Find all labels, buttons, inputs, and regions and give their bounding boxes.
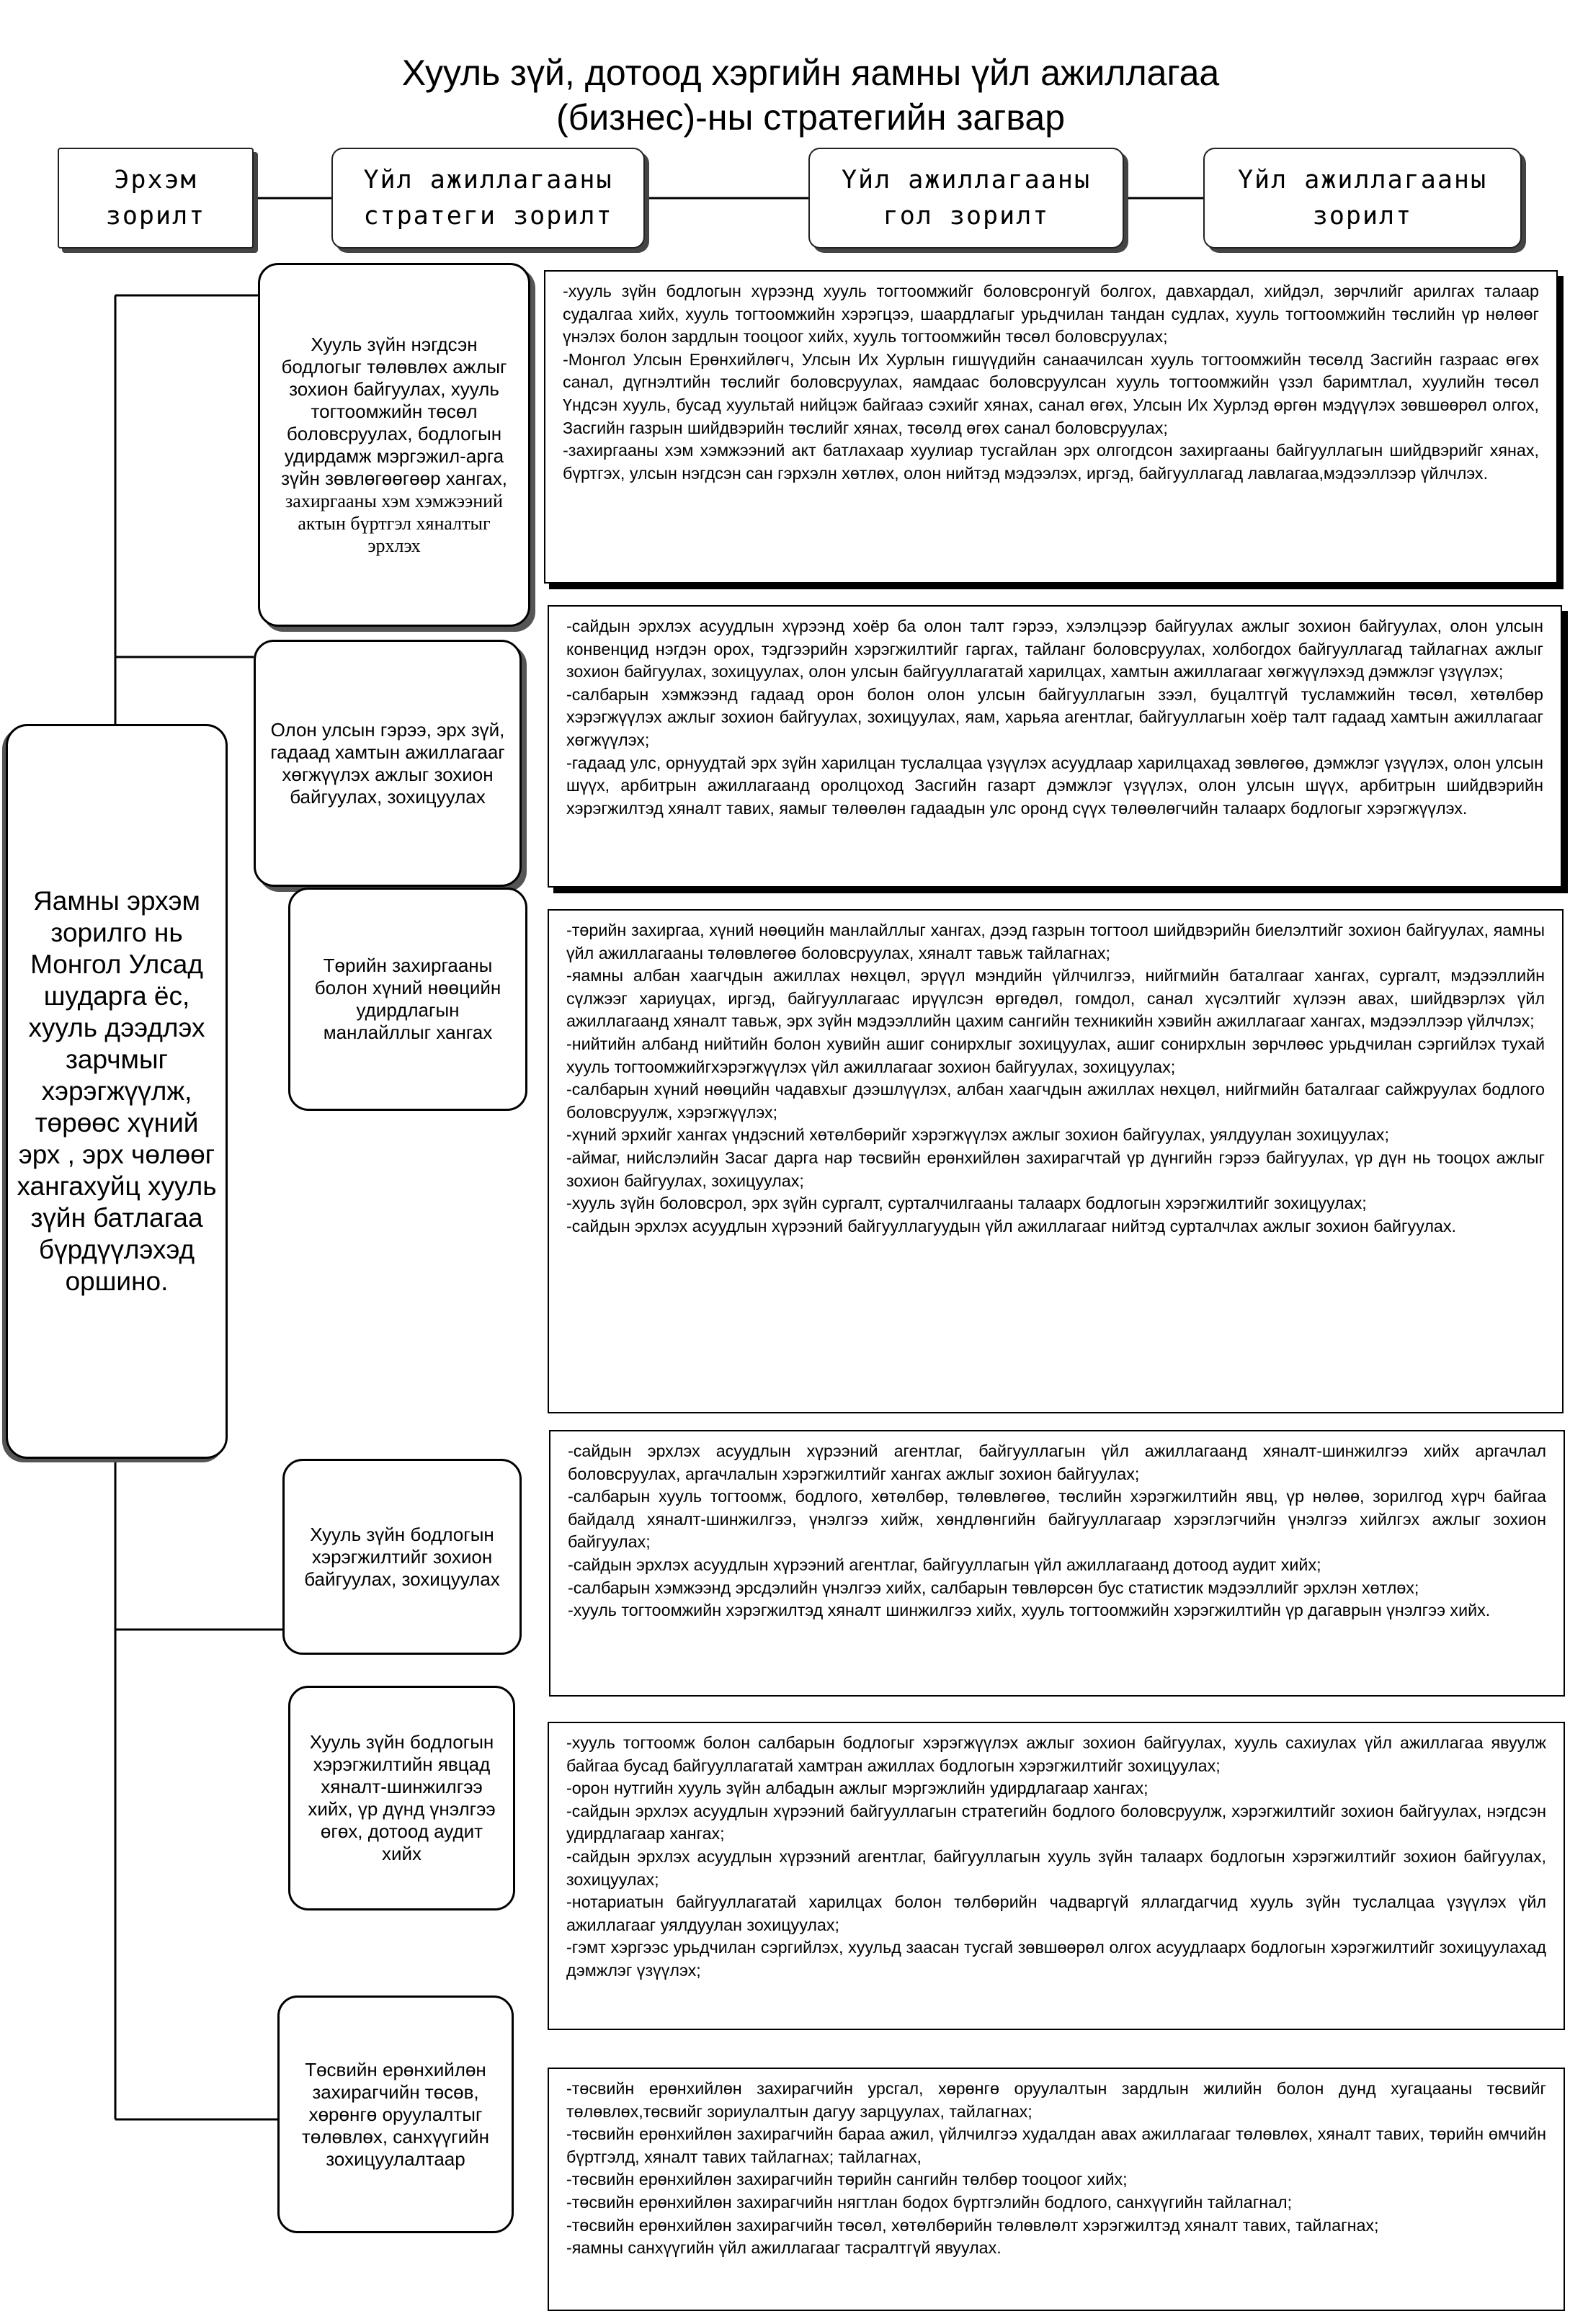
objective-box-6 [277, 1995, 514, 2233]
title-line-1: Хууль зүй, дотоод хэргийн яамны үйл ажиллагаа [401, 53, 1220, 93]
detail-2-2: -салбарын хэмжээнд гадаад орон болон олон улсын байгууллагын зээл, буцалтгүй тусламжийн төсөл, хөтөлбөр хэрэгжүүлэх ажлыг зохион байгуулах, зохицуулах, яам, харьяа агентлаг, байгууллагын хоёр талт гадаад хамтын ажиллагааг хөгжүүлэх; [566, 684, 1543, 749]
header-mission [58, 148, 254, 249]
detail-4-2: -салбарын хууль тогтоомж, бодлого, хөтөлбөр, төлөвлөгөө, төслийн хэрэгжилтийн явц, үр нөлөө, зорилгод хүрч байгаа байдалд хяналт-шинжилгээ, үнэлгээ хийж, хөндлөнгийн байгууллагаар хэрэглэгчийн үнэлгээ хийлгэх ажлыг зохион байгуулах; [568, 1487, 1546, 1552]
detail-6-1: -төсвийн ерөнхийлөн захирагчийн урсгал, хөрөнгө оруулалтын зардлын жилийн болон дунд хугацааны төсвийг төлөвлөх,төсвийг зориулалтын дагуу зарцуулах, тайлагнах; [566, 2079, 1546, 2121]
detail-5-6: -гэмт хэргээс урьдчилан сэргийлэх, хуульд заасан тусгай зөвшөөрөл олгох асуудлаарх бодлогын хэрэгжилтийг зохицуулахад дэмжлэг үзүүлэх; [566, 1938, 1546, 1980]
detail-3-3: -нийтийн албанд нийтийн болон хувийн ашиг сонирхлыг зохицуулах, ашиг сонирхлын зөрчлөөс урьдчилан сэргийлэх тухай хууль тогтоомжийгхэрэгжүүлэх үйл ажиллагааг зохион байгуулах, зохицуулах; [566, 1034, 1545, 1076]
header-activity-line-1: Үйл ажиллагааны [1237, 166, 1488, 195]
detail-6-6: -яамны санхүүгийн үйл ажиллагааг тасралтгүй явуулах. [566, 2238, 1002, 2258]
detail-5-1: -хууль тогтоомж болон салбарын бодлогыг хэрэгжүүлэх ажлыг зохион байгуулах, хууль сахиулах үйл ажиллагаа явуулж байгаа бусад байгууллагатай хамтран ажиллах бодлогын хэрэгжилтийг зохицуулах; [566, 1733, 1546, 1775]
objective-5-label: Хууль зүйн бодлогын хэрэгжилтийн явцад хяналт-шинжилгээ хийх, үр дүнд үнэлгээ өгөх, дотоод аудит хийх [308, 1731, 496, 1864]
detail-3-4: -салбарын хүний нөөцийн чадавхыг дээшлүүлэх, албан хаагчдын ажиллах нөхцөл, нийгмийн баталгааг сайжруулах бодлого боловсруулж, хэрэгжүүлэх; [566, 1080, 1545, 1122]
details-box-3 [548, 909, 1564, 1413]
header-main-line-1: Үйл ажиллагааны [841, 166, 1092, 195]
header-main-objective [808, 148, 1124, 249]
header-main-line-2: гол зорилт [883, 202, 1050, 231]
header-mission-line-1: Эрхэм [114, 166, 197, 195]
header-strategic-line-1: Үйл ажиллагааны [363, 166, 613, 195]
header-activity-line-2: зорилт [1312, 202, 1413, 231]
details-box-5 [548, 1722, 1565, 2030]
detail-6-2: -төсвийн ерөнхийлөн захирагчийн бараа ажил, үйлчилгээ худалдан авах ажиллагааг төлөвлөх, хяналт тавих, төрийн өмчийн бүртгэлд, хяналт тавих тайлагнах; тайлагнах, [566, 2124, 1546, 2166]
objective-1-label-serif: захиргааны хэм хэмжээний актын бүртгэл хяналтыг эрхлэх [285, 490, 503, 556]
objective-2-label: Олон улсын гэрээ, эрх зүй, гадаад хамтын ажиллагааг хөгжүүлэх ажлыг зохион байгуулах, зохицуулах [270, 718, 505, 808]
detail-5-4: -сайдын эрхлэх асуудлын хүрээний агентлаг, байгууллагын хууль зүйн талаарх бодлогын хэрэгжилтийг зохион байгуулах, зохицуулах; [566, 1846, 1546, 1889]
details-2-shadow-bottom [553, 888, 1568, 893]
detail-1-3: -захиргааны хэм хэмжээний акт батлахаар хуулиар тусгайлан эрх олгогдсон захиргааны байгууллагын шийдвэрийг хянах, бүртгэх, улсын нэгдсэн сан гэрхэлн хөтлөх, олон нийтэд мэдээлэх, иргэд, байгууллагад лавлагаа,мэдээллээр үйлчлэх. [563, 441, 1539, 483]
detail-1-1: -хууль зүйн бодлогын хүрээнд хууль тогтоомжийг боловсронгуй болгох, давхардал, хийдэл, зөрчлийг арилгах талаар судалгаа хийх, хууль тогтоомжийн хэрэгцээ, шаардлагыг урьдчилан тандан судлах, хууль тогтоомжийн төслийн үр нөлөөг үнэлэх болон зардлын тооцоог хийх, хууль тогтоомжийн төсөл боловсруулах; [563, 282, 1539, 347]
objective-3-label: Төрийн захиргааны болон хүний нөөцийн удирдлагын манлайллыг хангах [314, 955, 501, 1043]
objective-6-label: Төсвийн ерөнхийлөн захирагчийн төсөв, хөрөнгө оруулалтыг төлөвлөх, санхүүгийн зохицуулалтаар [302, 2058, 489, 2170]
detail-3-2: -яамны албан хаагчдын ажиллах нөхцөл, эрүүл мэндийн үйлчилгээ, нийгмийн баталгааг хангах, сургалт, мэдээллийн сүлжээг хариуцах, иргэд, байгууллагаас ирүүлсэн өргөдөл, гомдол, санал хүсэлтийг хүлээн авах, шийдвэрлэх үйл ажиллагаанд хяналт тавьж, эрх зүйн мэдээллийн цахим сангийн техникийн хэвийн ажиллагааг хангах, мэдээллээр үйлчлэх; [566, 966, 1545, 1031]
detail-4-5: -хууль тогтоомжийн хэрэгжилтэд хяналт шинжилгээ хийх, хууль тогтоомжийн хэрэгжилтийн үр дагаврын үнэлгээ хийх. [568, 1601, 1491, 1620]
objective-box-2 [254, 640, 522, 887]
detail-3-6: -аймаг, нийслэлийн Засаг дарга нар төсвийн ерөнхийлөн захирагчтай үр дүнгийн гэрээ байгуулах, үр дүн нь тооцох ажлыг зохион байгуулах, зохицуулах; [566, 1148, 1545, 1190]
detail-3-7: -хууль зүйн боловсрол, эрх зүйн сургалт, сурталчилгааны талаарх бодлогын хэрэгжилтийг зохицуулах; [566, 1194, 1367, 1213]
detail-5-5: -нотариатын байгууллагатай харилцах болон төлбөрийн чадваргүй яллагдагчид хууль зүйн туслалцаа үзүүлэх үйл ажиллагааг уялдуулан зохицуулах; [566, 1892, 1546, 1934]
detail-6-5: -төсвийн ерөнхийлөн захирагчийн төсөл, хөтөлбөрийн төлөвлөлт хэрэгжилтэд хяналт тавих, тайлагнах; [566, 2215, 1379, 2235]
detail-3-1: -төрийн захиргаа, хүний нөөцийн манлайллыг хангах, дээд газрын тогтоол шийдвэрийн биелэлтийг зохион байгуулах, яамны үйл ажиллагааны төлөвлөгөө боловсруулах, хяналт тавьж тайлагнах; [566, 921, 1545, 962]
detail-5-2: -орон нутгийн хууль зүйн албадын ажлыг мэргэжлийн удирдлагаар хангах; [566, 1779, 1148, 1798]
objective-1-label: Хууль зүйн нэгдсэн бодлогыг төлөвлөх ажлыг зохион байгуулах, хууль тогтоомжийн төсөл боловсруулах, бодлогын удирдамж мэргэжил-арга зүйн зөвлөгөөгөөр хангах, [281, 333, 507, 489]
detail-2-1: -сайдын эрхлэх асуудлын хүрээнд хоёр ба олон талт гэрээ, хэлэлцээр байгуулах ажлыг зохион байгуулах, олон улсын конвенцид нэгдэн орох, тэдгээрийн хэрэгжилтийг гаргах, тайланг боловсруулах, холбогдох байгууллагад тайлагнах ажлыг зохион байгуулах, зохицуулах, олон улсын байгууллагатай харилцах, хамтын ажиллагааг хөгжүүлэхэд дэмжлэг үзүүлэх; [566, 617, 1543, 681]
mission-statement-box [6, 724, 228, 1459]
objective-box-3 [288, 888, 527, 1111]
detail-1-2: -Монгол Улсын Ерөнхийлөгч, Улсын Их Хурлын гишүүдийн санаачилсан хууль тогтоомжийн төсөлд Засгийн газраас өгөх санал, дүгнэлтийн төслийг боловсруулах, яамдаас боловсруулсан хууль тогтоомжийн үзэл баримтлал, хуулийн төсөл Үндсэн хууль, бусад хуультай нийцэж байгааэ сэхийг хянах, санал өгөх, Улсын Их Хурлэд өргөн мэдүүлэх зөвшөөрөл олгох, Засгийн газрын шийдвэрийн төслийг хянах, төсөлд өгөх санал боловсруулах; [563, 349, 1539, 437]
details-box-2 [548, 605, 1562, 888]
title-line-2: (бизнес)-ны стратегийн загвар [556, 97, 1066, 138]
detail-6-4: -төсвийн ерөнхийлөн захирагчийн нягтлан бодох бүртгэлийн бодлого, санхүүгийн тайлагнал; [566, 2192, 1293, 2212]
header-mission-line-2: зорилт [105, 202, 206, 231]
detail-4-3: -сайдын эрхлэх асуудлын хүрээний агентлаг, байгууллагын үйл ажиллагаанд дотоод аудит хийх; [568, 1555, 1321, 1574]
detail-6-3: -төсвийн ерөнхийлөн захирагчийн төрийн сангийн төлбөр тооцоог хийх; [566, 2170, 1128, 2189]
header-strategic-objective [331, 148, 645, 249]
details-box-4 [549, 1430, 1565, 1697]
objective-box-4 [282, 1459, 522, 1655]
detail-5-3: -сайдын эрхлэх асуудлын хүрээний байгууллагын стратегийн бодлого боловсруулж, хэрэгжилтийг зохион байгуулах, нэгдсэн удирдлагаар хангах; [566, 1801, 1546, 1843]
objective-4-label: Хууль зүйн бодлогын хэрэгжилтийг зохион байгуулах, зохицуулах [304, 1523, 500, 1590]
header-strategic-line-2: стратеги зорилт [363, 202, 613, 231]
detail-3-8: -сайдын эрхлэх асуудлын хүрээний байгууллагуудын үйл ажиллагааг нийтэд сурталчлах ажлыг зохион байгуулах. [566, 1216, 1457, 1235]
details-2-shadow [1562, 611, 1568, 893]
diagram-title [346, 50, 1275, 140]
mission-statement-text: Яамны эрхэм зорилго нь Монгол Улсад шударга ёс, хууль дээдлэх зарчмыг хэрэгжүүлж, төрөөс хүний эрх , эрх чөлөөг хангахуйц хууль зүйн батлагаа бүрдүүлэхэд оршино. [17, 886, 217, 1296]
detail-4-4: -салбарын хэмжээнд эрсдэлийн үнэлгээ хийх, салбарын төвлөрсөн бус статистик мэдээллийг эрхлэн хөтлөх; [568, 1578, 1419, 1597]
objective-box-5 [288, 1686, 515, 1910]
details-box-6 [548, 2068, 1565, 2311]
detail-3-5: -хүний эрхийг хангах үндэсний хөтөлбөрийг хэрэгжүүлэх ажлыг зохион байгуулах, уялдуулан зохицуулах; [566, 1125, 1389, 1145]
details-1-shadow [1558, 276, 1564, 589]
header-activity-objective [1203, 148, 1522, 249]
objective-box-1 [258, 263, 530, 627]
details-1-shadow-bottom [549, 584, 1564, 589]
detail-2-3: -гадаад улс, орнуудтай эрх зүйн харилцан туслалцаа үзүүлэх асуудлаар харилцахад зөвлөгөө, дэмжлэг үзүүлэх, олон улсын шүүх, арбитрын ажиллагаанд оролцоход Засгийн газарт дэмжлэг үзүүлэх, олон улсын шүүх, арбитрын шийдвэрийн хэрэгжилтэд хяналт тавих, яамыг төлөөлөн гадаадын улс оронд сүүх төлөөлөгчийн талаарх бодлогыг хэрэгжүүлэх. [566, 753, 1543, 818]
details-box-1 [544, 270, 1558, 584]
detail-4-1: -сайдын эрхлэх асуудлын хүрээний агентлаг, байгууллагын үйл ажиллагаанд хяналт-шинжилгээ хийх аргачлал боловсруулах, аргачлалын хэрэгжилтийг хангах ажлыг зохион байгуулах; [568, 1442, 1546, 1483]
